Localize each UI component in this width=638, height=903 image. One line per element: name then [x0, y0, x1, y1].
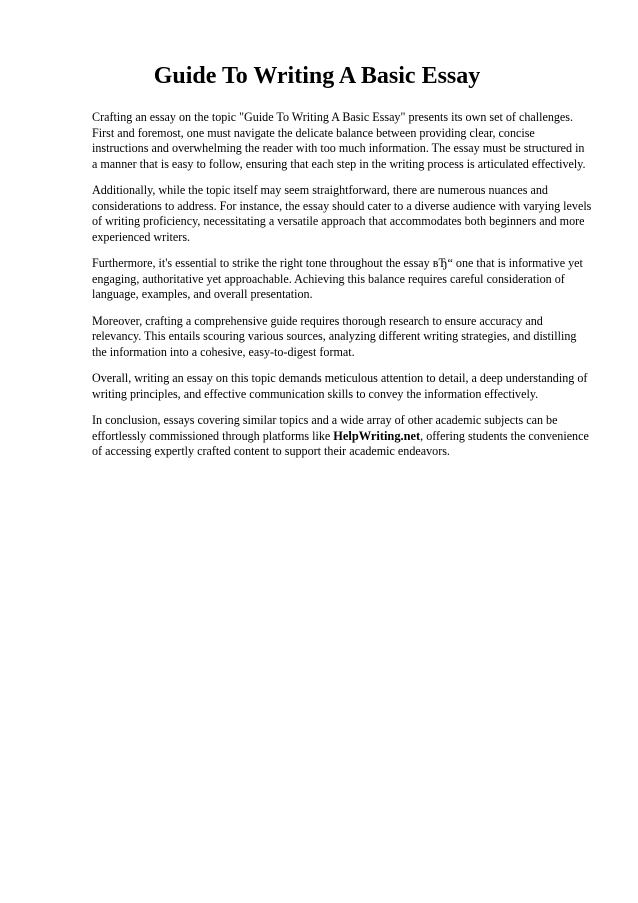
paragraph-tone: Furthermore, it's essential to strike the right tone throughout the essay вЂ“ one that is informative yet engaging, authoritative yet approachable. Achieving this balance requires careful consideration of language, examples, and overall presentation. [92, 256, 583, 301]
conclusion-text-after: , offering students the convenience of accessing expertly crafted content to support their academic endeavors. [92, 428, 589, 458]
brand-link[interactable]: HelpWriting.net [333, 428, 421, 443]
paragraph-overall: Overall, writing an essay on this topic demands meticulous attention to detail, a deep understanding of writing principles, and effective communication skills to convey the information effectively. [92, 371, 588, 401]
paragraph-audience: Additionally, while the topic itself may seem straightforward, there are numerous nuances and considerations to address. For instance, the essay should cater to a diverse audience with varying levels of writing proficiency, necessitating a versatile approach that accommodates both beginners and more experienced writers. [92, 183, 592, 244]
page-title: Guide To Writing A Basic Essay [153, 63, 481, 89]
paragraph-conclusion [92, 413, 592, 460]
paragraph-research: Moreover, crafting a comprehensive guide requires thorough research to ensure accuracy and relevancy. This entails scouring various sources, analyzing different writing strategies, and distilling the information into a cohesive, easy-to-digest format. [92, 313, 577, 359]
conclusion-text-before: In conclusion, essays covering similar topics and a wide array of other academic subjects can be effortlessly commissioned through platforms like [92, 413, 558, 443]
paragraph-intro: Crafting an essay on the topic "Guide To Writing A Basic Essay" presents its own set of challenges. First and foremost, one must navigate the delicate balance between providing clear, concise instructions and overwhelming the reader with too much information. The essay must be structured in a manner that is easy to follow, ensuring that each step in the writing process is articulated effectively. [92, 110, 586, 171]
